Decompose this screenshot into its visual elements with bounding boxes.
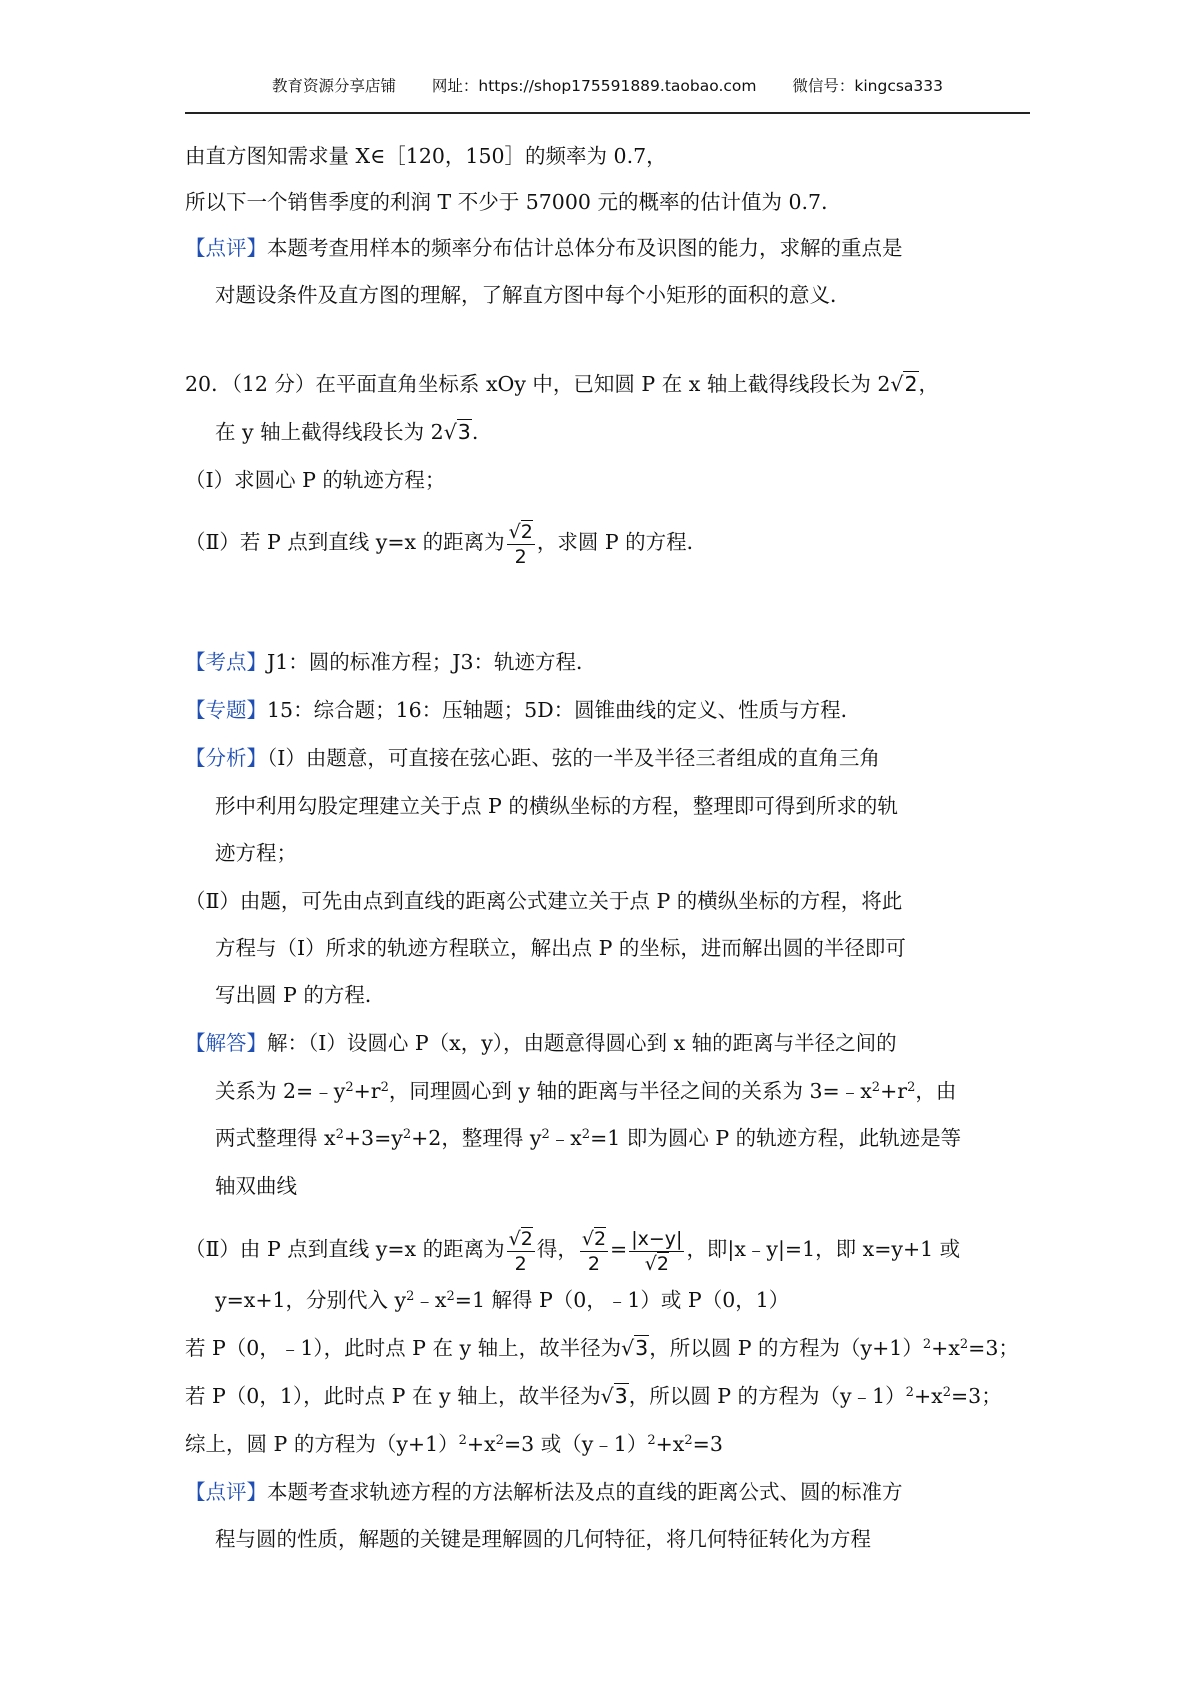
fenxi-line-2: 形中利用勾股定理建立关于点 P 的横纵坐标的方程，整理即可得到所求的轨 [215, 794, 898, 818]
fenxi-line-3: 迹方程； [215, 841, 297, 865]
fenxi-line-4: （Ⅱ）由题，可先由点到直线的距离公式建立关于点 P 的横纵坐标的方程，将此 [185, 889, 903, 913]
jieda-line-2: 关系为 $2=﹣y^2+r^2$，同理圆心到 y 轴的距离与半径之间的关系为 $3=﹣x^2+r^2$，由 [215, 1079, 957, 1103]
q20-text-a: 20．（12 分）在平面直角坐标系 xOy 中，已知圆 P 在 x 轴上截得线段长为 2 [185, 372, 891, 396]
shop-url[interactable]: https://shop175591889.taobao.com [478, 77, 757, 95]
dianping-line-2: 程与圆的性质，解题的关键是理解圆的几何特征，将几何特征转化为方程 [215, 1527, 871, 1551]
url-label: 网址： [431, 77, 479, 95]
wechat-label: 微信号： [792, 77, 855, 95]
question-line-2 [215, 418, 478, 446]
question-part-2 [185, 520, 707, 569]
prev-review-line-2: 对题设条件及直方图的理解，了解直方图中每个小矩形的面积的意义． [215, 283, 851, 307]
zhuanti-line [185, 696, 861, 724]
q20-text-b: ， [918, 372, 940, 396]
kaodian-tag: 【考点】 [185, 650, 267, 674]
page-header [185, 76, 1030, 114]
part2-text-b: ，求圆 P 的方程． [536, 530, 708, 554]
dianping-tag: 【点评】 [185, 1480, 267, 1504]
fenxi-line-5: 方程与（I）所求的轨迹方程联立，解出点 P 的坐标，进而解出圆的半径即可 [215, 936, 906, 960]
fenxi-text-1: （Ⅰ）由题意，可直接在弦心距、弦的一半及半径三者组成的直角三角 [267, 746, 880, 770]
dianping-line-1 [185, 1478, 903, 1506]
kaodian-text: J1：圆的标准方程；J3：轨迹方程． [267, 650, 597, 674]
q20-line2-a: 在 y 轴上截得线段长为 2 [215, 420, 444, 444]
fraction-sqrt2-over-2-b: $\frac{√2}{2}$ [508, 1228, 533, 1275]
fenxi-line-1 [185, 744, 880, 772]
zhuanti-text: 15：综合题；16：压轴题；5D：圆锥曲线的定义、性质与方程． [267, 698, 862, 722]
zhuanti-tag: 【专题】 [185, 698, 267, 722]
fenxi-tag: 【分析】 [185, 746, 267, 770]
sqrt-3-b: √3 [621, 1336, 649, 1360]
review-text-1: 本题考查用样本的频率分布估计总体分布及识图的能力，求解的重点是 [267, 236, 903, 260]
fraction-absxy-over-sqrt2: $\frac{|x-y|}{√2}$ [631, 1228, 683, 1275]
jieda-line-4: 轴双曲线 [215, 1174, 297, 1198]
jieda-line-8: 若 P（0，1），此时点 P 在 y 轴上，故半径为√3，所以圆 P 的方程为$(y﹣1)^2+x^2=3$； [185, 1384, 1002, 1408]
review-tag: 【点评】 [185, 236, 267, 260]
question-line-1 [185, 370, 939, 398]
fraction-sqrt2-over-2-c: $\frac{√2}{2}$ [581, 1228, 607, 1275]
jieda-line-3: 两式整理得 $x^2+3=y^2+2$，整理得 $y^2﹣x^2=1$ 即为圆心 P 的轨迹方程，此轨迹是等 [215, 1126, 962, 1150]
wechat-id: kingcsa333 [854, 77, 944, 95]
sqrt-2: √2 [890, 372, 918, 396]
jieda-line-6: y=x+1，分别代入 $y^2﹣x^2=1$ 解得 P（0，﹣1）或 P（0，1） [215, 1288, 790, 1312]
prev-line-1: 由直方图知需求量 X∈［120，150］的频率为 0.7， [185, 144, 667, 168]
dianping-text-1: 本题考查求轨迹方程的方法解析法及点的直线的距离公式、圆的标准方 [267, 1480, 903, 1504]
question-part-1: （Ⅰ）求圆心 P 的轨迹方程； [185, 468, 446, 492]
sqrt-3-c: √3 [600, 1384, 628, 1408]
fraction-sqrt2-over-2: $\frac{√2}{2}$ [508, 521, 533, 568]
jieda-line-7: 若 P（0，﹣1），此时点 P 在 y 轴上，故半径为√3，所以圆 P 的方程为$(y+1)^2+x^2=3$； [185, 1336, 1019, 1360]
prev-review-line-1 [185, 234, 903, 262]
sqrt-3: √3 [443, 420, 471, 444]
part2-text-a: （Ⅱ）若 P 点到直线 y=x 的距离为 [185, 530, 505, 554]
kaodian-line [185, 648, 597, 676]
jieda-text-1: 解：（Ⅰ）设圆心 P（x，y），由题意得圆心到 x 轴的距离与半径之间的 [267, 1031, 897, 1055]
shop-name: 教育资源分享店铺 [271, 77, 396, 95]
prev-line-2: 所以下一个销售季度的利润 T 不少于 57000 元的概率的估计值为 0.7． [185, 190, 842, 214]
jieda-line-5: （Ⅱ）由 P 点到直线 y=x 的距离为 $\frac{√2}{2}$ 得， $\frac{√2}{2}$ = $\frac{|x-y|}{√2}$ ，即|x﹣y|=1，即 x=y+1 或 [185, 1228, 961, 1275]
jieda-line-9: 综上，圆 P 的方程为$(y+1)^2+x^2=3$ 或$(y﹣1)^2+x^2=3$ [185, 1432, 723, 1456]
jieda-tag: 【解答】 [185, 1031, 267, 1055]
jieda-line-1 [185, 1029, 897, 1057]
fenxi-line-6: 写出圆 P 的方程． [215, 983, 386, 1007]
q20-line2-b: . [471, 420, 479, 444]
